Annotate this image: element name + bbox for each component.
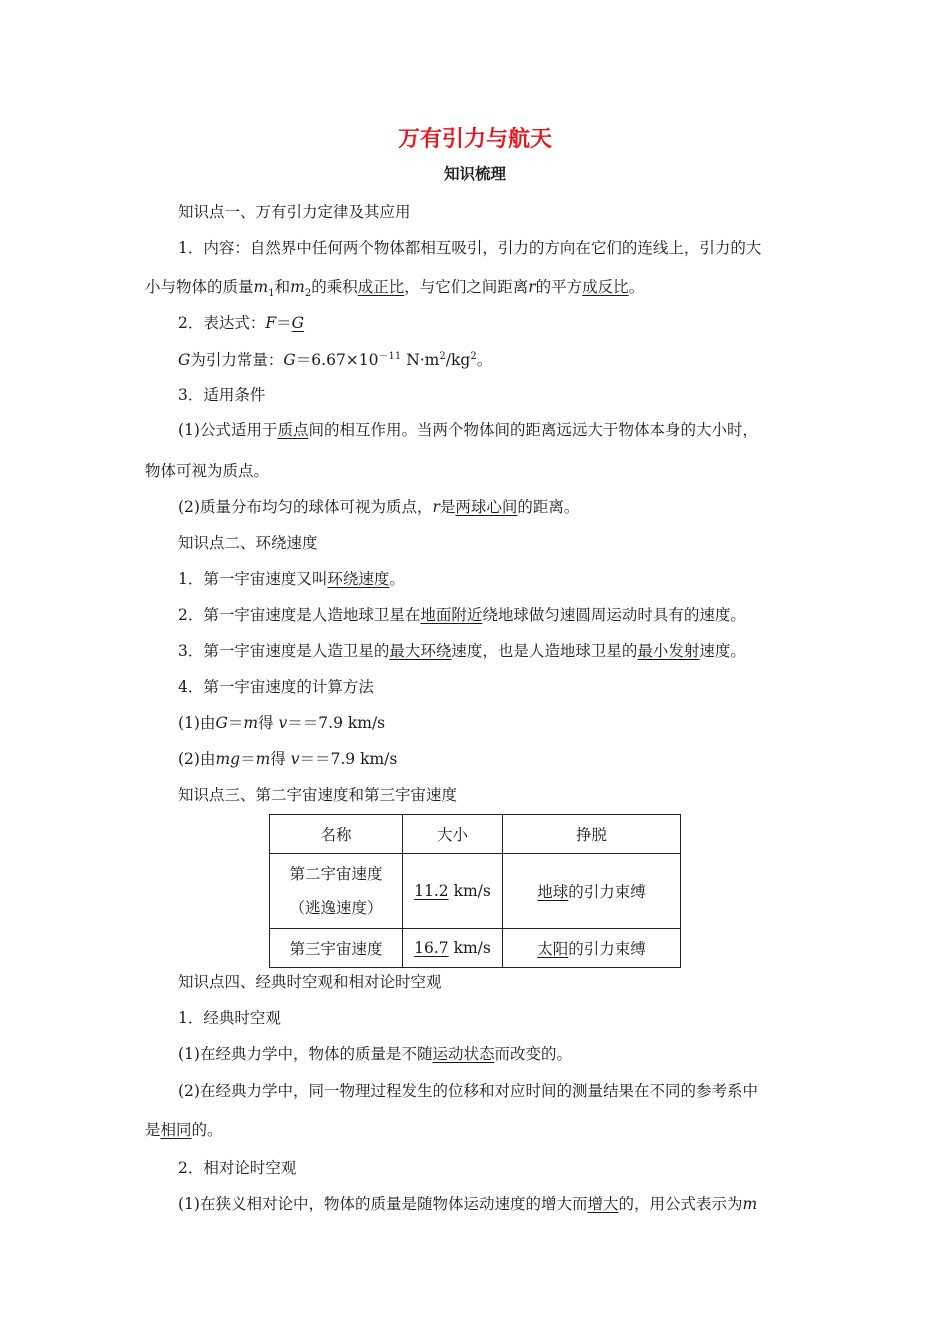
table-header-cell: 挣脱: [503, 815, 681, 854]
symbol-m: m: [253, 278, 269, 296]
table-cell-name: 第三宇宙速度: [270, 929, 403, 968]
text-fragment: 速度。: [699, 642, 746, 660]
text-fragment: 的平方: [535, 278, 583, 296]
text-fragment: 1．第一宇宙速度又叫: [178, 570, 328, 588]
answer-blank: 最小发射: [637, 642, 700, 660]
kp2-method-2: [178, 747, 397, 769]
answer-blank: 增大: [587, 1195, 619, 1213]
symbol-m: m: [290, 278, 305, 296]
kp1-conditions-heading: 3．适用条件: [178, 386, 266, 404]
text-fragment: 和: [274, 278, 291, 296]
table-row: [270, 854, 681, 929]
text-fragment: 3．第一宇宙速度是人造卫星的: [178, 642, 390, 660]
text-fragment: 的。: [191, 1121, 223, 1139]
kp2-line-4: 4．第一宇宙速度的计算方法: [178, 678, 374, 696]
answer-blank: 相同: [160, 1121, 192, 1139]
symbol-v: v: [278, 714, 288, 732]
text-fragment: ，与它们之间距离: [404, 278, 529, 296]
symbol-G: G: [291, 314, 305, 332]
text-fragment: 第二宇宙速度: [289, 865, 383, 883]
table-cell-value: [403, 854, 503, 929]
page-title: 万有引力与航天: [397, 127, 552, 152]
text-fragment: 的距离。: [517, 498, 580, 516]
answer-blank: 地球: [537, 883, 569, 901]
text-fragment: 速度，也是人造地球卫星的: [451, 642, 638, 660]
subscript: 2: [304, 288, 312, 300]
text-fragment: (2)质量分布均匀的球体可视为质点，: [178, 498, 433, 516]
kp4-line-1: 1．经典时空观: [178, 1009, 281, 1027]
text-fragment: 的乘积: [311, 278, 358, 296]
answer-blank: 两球心间: [455, 498, 518, 516]
subscript: 1: [268, 288, 275, 300]
kp2-line-1: [178, 567, 405, 589]
kp4-line-4: [145, 1118, 223, 1140]
table-header-row: [270, 815, 681, 854]
table-cell-value: [403, 929, 503, 968]
text-fragment: 。: [389, 570, 405, 588]
text-fragment: ＝: [227, 714, 244, 732]
symbol-v: v: [290, 750, 300, 768]
symbol-G: G: [178, 351, 191, 370]
text-fragment: 得: [270, 750, 291, 768]
symbol-r: r: [528, 278, 536, 296]
table-cell-escape: [503, 854, 681, 929]
table-header-cell: 名称: [270, 815, 403, 854]
kp1-content-line-2: [145, 275, 644, 299]
text-fragment: (1)在狭义相对论中，物体的质量是随物体运动速度的增大而: [178, 1195, 588, 1213]
text-fragment: (1)由: [178, 714, 216, 732]
kp1-content-line-1: 1．内容：自然界中任何两个物体都相互吸引，引力的方向在它们的连线上，引力的大: [178, 239, 762, 257]
superscript: －11: [378, 351, 402, 362]
table-cell-name: [270, 854, 403, 929]
answer-blank: 地面附近: [420, 606, 483, 624]
text-fragment: 是: [145, 1121, 161, 1139]
kp4-line-6: [178, 1192, 757, 1214]
superscript: 2: [439, 351, 446, 362]
kp2-heading: 知识点二、环绕速度: [178, 534, 318, 552]
symbol-G: G: [283, 351, 296, 370]
text-fragment: 的引力束缚: [568, 883, 646, 901]
text-fragment: ＝6.67×10: [295, 351, 379, 370]
text-fragment: 间的相互作用。当两个物体间的距离远远大于物体本身的大小时，: [308, 421, 758, 439]
text-fragment: 2．表达式：: [178, 314, 266, 332]
text-fragment: ＝: [240, 750, 256, 768]
kp2-method-1: [178, 711, 385, 733]
table-row: [270, 929, 681, 968]
text-fragment: N·m: [401, 351, 440, 370]
cosmic-speed-table: [269, 814, 681, 968]
text-fragment: ＝＝7.9 km/s: [299, 750, 398, 768]
text-fragment: km/s: [448, 882, 491, 900]
kp4-line-5: 2．相对论时空观: [178, 1159, 297, 1177]
text-fragment: (1)公式适用于: [178, 421, 278, 439]
answer-blank: 最大环绕: [389, 642, 452, 660]
kp2-line-3: [178, 639, 746, 661]
answer-blank: 太阳: [537, 940, 569, 958]
symbol-G: G: [215, 714, 228, 732]
answer-blank: 11.2: [414, 882, 449, 900]
page-subtitle: 知识梳理: [443, 165, 506, 183]
text-fragment: 2．第一宇宙速度是人造地球卫星在: [178, 606, 421, 624]
text-fragment: 小与物体的质量: [145, 278, 254, 296]
text-fragment: 的引力束缚: [568, 940, 646, 958]
text-fragment: 得: [258, 714, 279, 732]
kp1-condition-2: [178, 495, 579, 517]
symbol-m: m: [742, 1195, 758, 1213]
text-fragment: ＝: [276, 314, 292, 332]
symbol-r: r: [432, 498, 440, 516]
kp2-line-2: [178, 603, 746, 625]
text-fragment: km/s: [448, 939, 491, 957]
superscript: 2: [470, 351, 477, 362]
answer-blank: 成反比: [582, 278, 629, 296]
answer-blank: 成正比: [357, 278, 405, 296]
kp4-line-2: [178, 1042, 572, 1064]
kp1-condition-1-line-2: 物体可视为质点。: [145, 462, 270, 480]
text-fragment: （逃逸速度）: [289, 899, 383, 917]
kp1-heading: 知识点一、万有引力定律及其应用: [178, 203, 411, 221]
symbol-mg: mg: [215, 750, 241, 768]
table-cell-escape: [503, 929, 681, 968]
kp1-condition-1-line-1: [178, 418, 758, 440]
text-fragment: /kg: [445, 351, 471, 370]
answer-blank: 运动状态: [432, 1045, 495, 1063]
kp3-heading: 知识点三、第二宇宙速度和第三宇宙速度: [178, 786, 458, 804]
answer-blank: 环绕速度: [327, 570, 390, 588]
kp1-formula-line: [178, 311, 304, 333]
text-fragment: (1)在经典力学中，物体的质量是不随: [178, 1045, 433, 1063]
text-fragment: 。: [476, 351, 493, 370]
text-fragment: ＝＝7.9 km/s: [287, 714, 386, 732]
symbol-m: m: [255, 750, 271, 768]
kp4-line-3: (2)在经典力学中，同一物理过程发生的位移和对应时间的测量结果在不同的参考系中: [178, 1082, 758, 1100]
text-fragment: (2)由: [178, 750, 216, 768]
symbol-m: m: [243, 714, 259, 732]
kp4-heading: 知识点四、经典时空观和相对论时空观: [178, 973, 442, 991]
symbol-F: F: [265, 314, 277, 332]
answer-blank: 16.7: [414, 939, 449, 957]
kp1-constant-line: [178, 347, 492, 370]
text-fragment: 是: [439, 498, 456, 516]
text-fragment: 。: [628, 278, 645, 296]
answer-blank: 质点: [277, 421, 309, 439]
text-fragment: 绕地球做匀速圆周运动时具有的速度。: [482, 606, 746, 624]
table-header-cell: 大小: [403, 815, 503, 854]
text-fragment: 的，用公式表示为: [618, 1195, 743, 1213]
text-fragment: 为引力常量：: [190, 351, 284, 370]
text-fragment: 而改变的。: [494, 1045, 572, 1063]
